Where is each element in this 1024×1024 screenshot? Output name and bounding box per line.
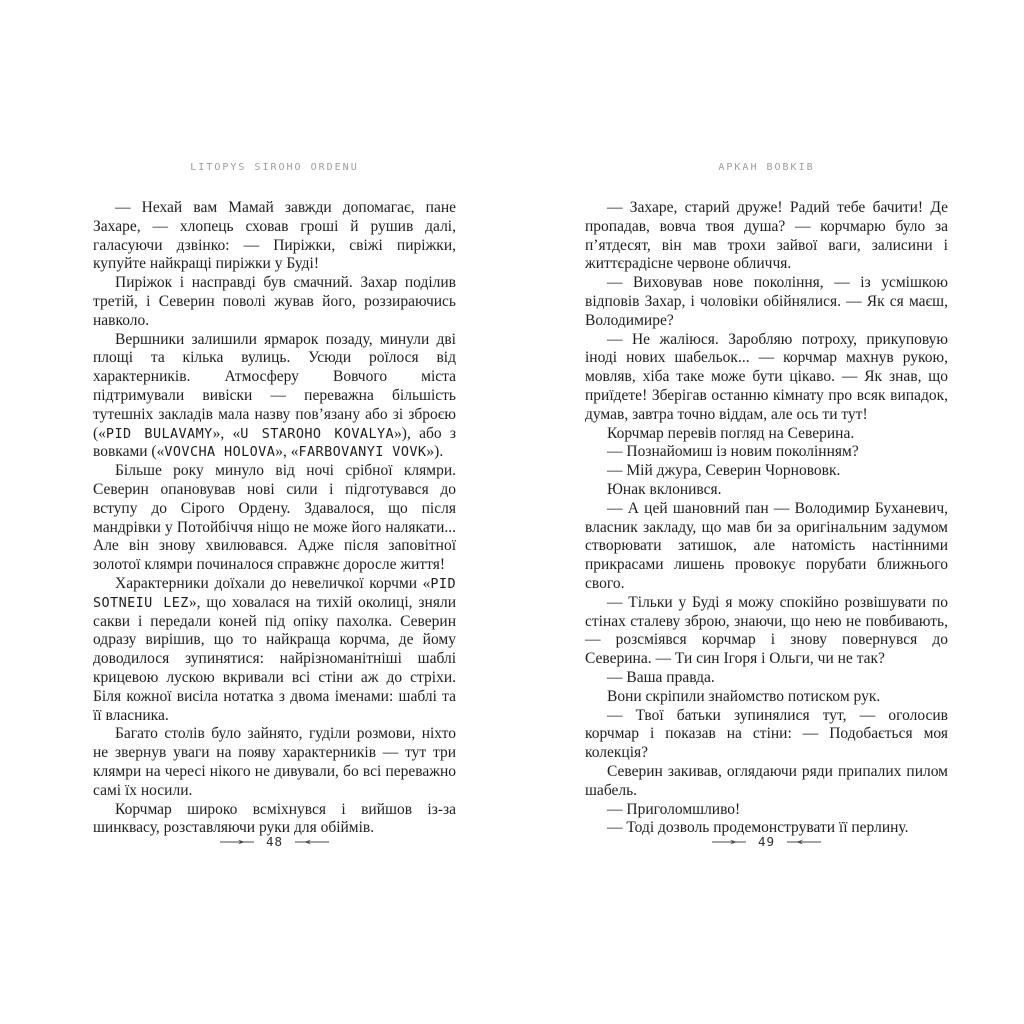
- tavern-name-text: VOVCHA HOLOVA: [164, 444, 276, 461]
- body-text: »), або з вовками («: [93, 424, 456, 461]
- body-text: », що ховалася на тихій околиці, зняли сакви і передали коней під опіку пахолка. Северин одразу вирішив, що то найкраща корчма, де йому доводилося зупинятися: найрізноманітніші шаблі крицевою лускою вкривали всі стіни аж до стріхи. Біля кожної висіла нотатка з двома іменами: шаблі та її власника.: [93, 593, 456, 724]
- paragraph: [93, 725, 456, 800]
- paragraph: [585, 443, 948, 462]
- running-header-right: АРКАН ВОВКІВ: [718, 162, 815, 173]
- body-text: — Ваша правда.: [607, 668, 715, 686]
- paragraph: [585, 500, 948, 594]
- body-text: Пиріжок і насправді був смачний. Захар поділив третій, і Северин поволі жував його, роззираючись навколо.: [93, 274, 456, 329]
- body-text: — Мій джура, Северин Чорнововк.: [607, 462, 841, 480]
- right-page: [585, 0, 948, 1024]
- body-text: Характерники доїхали до невеличкої корчми «: [115, 574, 431, 592]
- paragraph: [585, 199, 948, 274]
- paragraph: [585, 462, 948, 481]
- paragraph: [585, 331, 948, 425]
- body-text: — Не жаліюся. Заробляю потроху, прикуповую іноді нових шабельок... — корчмар махнув рукою, мовляв, хіба таке може бути цікаво. — Як знав, що приїдете! Зберігав останню кімнату про всяк випадок, думав, завтра точно віддам, але ось ти тут!: [585, 330, 948, 423]
- body-text: Більше року минуло від ночі срібної клямри. Северин опановував нові сили і підготувався до вступу до Сірого Ордену. Здавалося, що після мандрівки у Потойбіччя ніщо не може його налякати... Але він знову хвилювався. Адже після заповітної золотої клямри починалося справжнє доросле життя!: [93, 462, 456, 574]
- page-ornament-icon: [220, 838, 254, 846]
- left-page-text: [93, 199, 456, 838]
- tavern-name-text: U STAROHO KOVALYA: [240, 425, 395, 442]
- paragraph: [93, 801, 456, 839]
- body-text: »).: [426, 443, 444, 461]
- running-header-left: LITOPYS SIROHO ORDENU: [190, 162, 359, 173]
- body-text: Корчмар перевів погляд на Северина.: [607, 424, 855, 442]
- paragraph: [585, 688, 948, 707]
- body-text: — Захаре, старий друже! Радий тебе бачити! Де пропадав, вовча твоя душа? — корчмарю було за п’ятдесят, він мав трохи зайвої ваги, залисини і життєрадісне червоне обличчя.: [585, 199, 948, 273]
- page-ornament-icon: [787, 838, 821, 846]
- right-page-text: [585, 199, 948, 838]
- paragraph: [93, 462, 456, 575]
- paragraph: [93, 199, 456, 274]
- body-text: », «: [212, 424, 241, 442]
- body-text: — Приголомшливо!: [607, 800, 741, 818]
- body-text: Северин закивав, оглядаючи ряди припалих пилом шабель.: [585, 762, 948, 799]
- paragraph: [93, 331, 456, 463]
- body-text: — Нехай вам Мамай завжди допомагає, пане Захаре, — хлопець сховав гроші й рушив далі, галасуючи дзвінко: — Пиріжки, свіжі пиріжки, купуйте найкращі пиріжки у Буді!: [93, 199, 456, 273]
- right-page-footer: [585, 834, 948, 849]
- body-text: — Виховував нове покоління, — із усмішкою відповів Захар, і чоловіки обійнялися. — Як ся маєш, Володимире?: [585, 274, 948, 329]
- page-ornament-icon: [712, 838, 746, 846]
- left-page-footer: [93, 834, 456, 849]
- body-text: Вони скріпили знайомство потиском рук.: [607, 687, 881, 705]
- paragraph: [585, 707, 948, 763]
- body-text: — Тоді дозволь продемонструвати її перлину.: [607, 819, 909, 837]
- body-text: — Тільки у Буді я можу спокійно розвішувати по стінах сталеву зброю, знаючи, що нею не повбивають, — розсміявся корчмар і знову повернувся до Северина. — Ти син Ігоря і Ольги, чи не так?: [585, 593, 948, 668]
- page-ornament-icon: [295, 838, 329, 846]
- body-text: — Познайомиш із новим поколінням?: [607, 443, 859, 461]
- body-text: Багато столів було зайнято, гуділи розмови, ніхто не звернув уваги на появу характерників — тут три клямри на чересі нікого не дивували, бо всі переважно самі їх носили.: [93, 725, 456, 799]
- page-number: 49: [757, 834, 776, 849]
- tavern-name-text: PID BULAVAMY: [105, 425, 213, 442]
- page-number: 48: [265, 834, 284, 849]
- paragraph: [585, 763, 948, 801]
- paragraph: [585, 594, 948, 669]
- paragraph: [585, 425, 948, 444]
- body-text: — Твої батьки зупинялися тут, — оголосив корчмар і показав на стіни: — Подобається моя колекція?: [585, 706, 948, 762]
- tavern-name-text: FARBOVANYI VOVK: [298, 444, 427, 461]
- paragraph: [93, 274, 456, 330]
- body-text: Корчмар широко всміхнувся і вийшов із-за шинквасу, розставляючи руки для обіймів.: [93, 800, 456, 837]
- paragraph: [93, 575, 456, 725]
- body-text: — А цей шановний пан — Володимир Буханевич, власник закладу, що мав би за оригінальним задумом створювати затишок, але натомість настінними прикрасами лишень провокує порубати ближнього свого.: [585, 499, 948, 592]
- left-page: [93, 0, 456, 1024]
- paragraph: [585, 274, 948, 330]
- paragraph: [585, 669, 948, 688]
- body-text: Вершники залишили ярмарок позаду, минули дві площі та кілька вулиць. Усюди роїлося від характерників. Атмосферу Вовчого міста підтримували вивіски — переважна більшість тутешніх закладів мала назву пов’язану або зі зброєю («: [93, 330, 456, 442]
- tavern-name-text: PID SOTNEIU LEZ: [93, 575, 456, 611]
- body-text: Юнак вклонився.: [607, 480, 722, 498]
- paragraph: [585, 481, 948, 500]
- paragraph: [585, 801, 948, 820]
- body-text: », «: [275, 443, 299, 461]
